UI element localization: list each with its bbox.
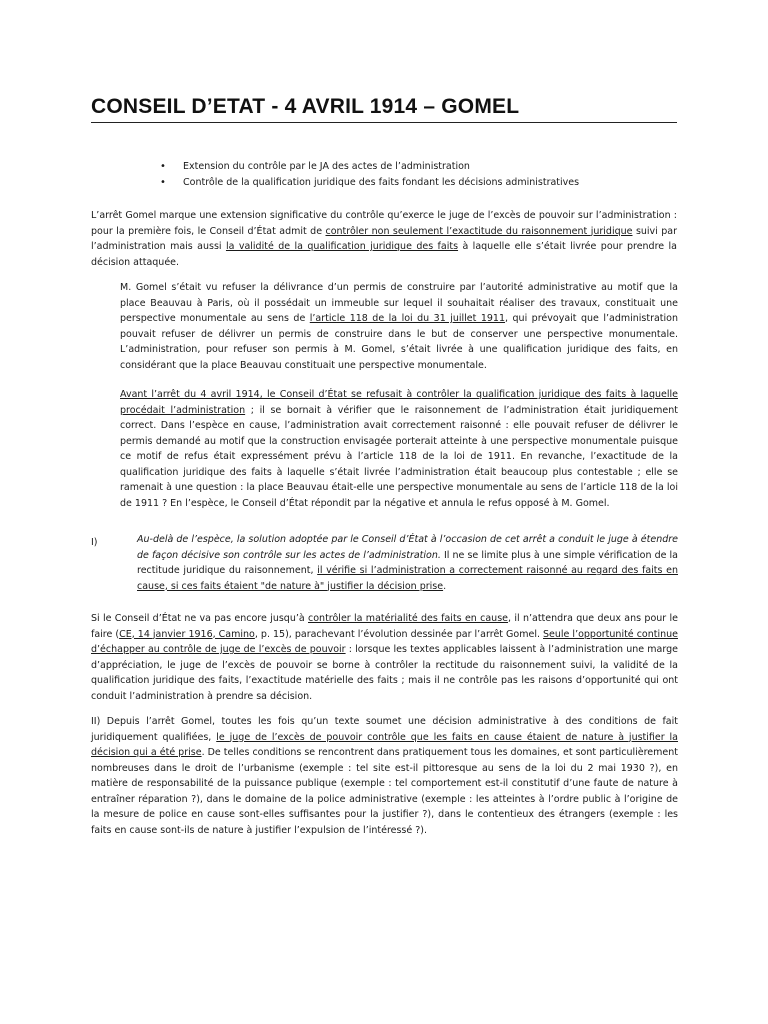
bullet-item: • Contrôle de la qualification juridique des faits fondant les décisions administratives [160, 175, 579, 191]
italic-text: Au-delà de l’espèce, la solution adoptée par le Conseil d’État à l’occasion de cet arrêt a conduit le juge à étendre de façon décisive son contrôle sur les actes de l’administration. [137, 534, 678, 561]
underlined-text: la validité de la qualification juridique des faits [225, 241, 459, 252]
text-run: . De telles conditions se rencontrent dans pratiquement tous les domaines, et sont particulièrement nombreuses dans le droit de l’urbanisme (exemple : tel site est-il pittoresque au sens de la loi du 2 mai 1930 ?), en matière de responsabilité de la puissance publique (exemple : tel comportement est-il constitutif d’une faute de nature à entraîner réparation ?), dans le domaine de la police administrative (exemple : les atteintes à l’ordre public à l’origine de la mesure de police en cause sont-elles suffisantes pour la justifier ?), dans le contentieux des étrangers (exemple : les faits en cause sont-ils de nature à justifier l’expulsion de l’intéressé ?). [91, 747, 678, 836]
text-run: , qui prévoyait que l’administration pouvait refuser de délivrer un permis de construire dans le but de conserver une perspective monumentale. L’administration, pour refuser son permis à M. Gomel, s’était livrée à une qualification juridique des faits, en considérant que la place Beauvau constituait une perspective monumentale. [120, 313, 679, 371]
page-title: CONSEIL D’ETAT - 4 AVRIL 1914 – GOMEL [91, 95, 520, 118]
text-run: ; il se bornait à vérifier que le raisonnement de l’administration était juridiquement correct. Dans l’espèce en cause, l’administration avait correctement raisonné : elle pouvait refuser de délivrer le permis demandé au motif que la construction envisagée porterait atteinte à une perspective monumentale puisque ce motif de refus était expressément prévu à l’article 118 de la loi de 1911. En revanche, l’exactitude de la qualification juridique des faits à laquelle s’était livrée l’administration était beaucoup plus contestable ; elle se ramenait à une question : la place Beauvau était-elle une perspective monumentale au sens de l’article 118 de la loi de 1911 ? En l’espèce, le Conseil d’État répondit par la négative et annula le refus opposé à M. Gomel. [120, 404, 678, 509]
text-run: suivi par l’administration mais aussi [91, 225, 678, 252]
underlined-text: le juge de l’excès de pouvoir contrôle que les faits en cause étaient de nature à justifier la décision qui a été prise [91, 731, 679, 758]
text-run: à laquelle elle s’était livrée pour prendre la décision attaquée. [91, 241, 678, 268]
text-run: Si le Conseil d’État ne va pas encore jusqu’à [91, 613, 309, 624]
underlined-text: il vérifie si l’administration a correctement raisonné au regard des faits en cause, si ces faits étaient "de nature à" justifier la décision prise [137, 565, 679, 592]
text-run: , p. 15), parachevant l’évolution dessinée par l’arrêt Gomel. [254, 628, 544, 640]
underlined-text: contrôler non seulement l’exactitude du raisonnement juridique [325, 225, 633, 237]
bullet-item: • Extension du contrôle par le JA des actes de l’administration [160, 159, 579, 175]
summary-bullet-list [160, 159, 579, 191]
control-extent-paragraph [91, 611, 678, 704]
title-rule [91, 122, 677, 123]
underlined-text: l’article 118 de la loi du 31 juillet 1911 [309, 313, 506, 324]
underlined-text: contrôler la matérialité des faits en cause [308, 613, 509, 624]
text-run: : lorsque les textes applicables laissent à l’administration une marge d’appréciation, le juge de l’excès de pouvoir se borne à contrôler la rectitude du raisonnement suivi, la validité de la qualification juridique des faits, l’exactitude matérielle des faits ; mais il ne contrôle pas les raisons d’opportunité qui ont conduit l’administration à prendre sa décision. [91, 644, 678, 702]
facts-paragraph [120, 280, 678, 373]
text-run: , il n’attendra que deux ans pour le faire ( [91, 613, 678, 640]
text-run: . [443, 580, 447, 592]
section-one-paragraph [137, 532, 678, 594]
text-run: M. Gomel s’était vu refuser la délivrance d’un permis de construire par l’autorité administrative au motif que la place Beauvau à Paris, où il possédait un immeuble sur lequel il souhaitait réaliser des travaux, constituait une perspective monumentale au sens de [120, 282, 678, 324]
text-run: Il ne se limite plus à une simple vérification de la rectitude juridique du raisonnement, [137, 549, 678, 576]
underlined-text: Avant l’arrêt du 4 avril 1914, le Conseil d’État se refusait à contrôler la qualification juridique des faits à laquelle procédait l’administration [120, 389, 678, 416]
section-one-label: I) [91, 537, 98, 548]
underlined-text: Seule l’opportunité continue d’échapper au contrôle de juge de l’excès de pouvoir [91, 628, 678, 655]
intro-paragraph [91, 208, 677, 270]
text-run: L’arrêt Gomel marque une extension significative du contrôle qu’exerce le juge de l’excès de pouvoir sur l’administration : pour la première fois, le Conseil d’État admit de [91, 210, 677, 237]
underlined-text: CE, 14 janvier 1916, Camino [119, 628, 255, 640]
context-paragraph [120, 387, 678, 511]
text-run: II) Depuis l’arrêt Gomel, toutes les fois qu’un texte soumet une décision administrative à des conditions de fait juridiquement qualifiées, [91, 716, 678, 743]
section-two-paragraph [91, 714, 678, 838]
